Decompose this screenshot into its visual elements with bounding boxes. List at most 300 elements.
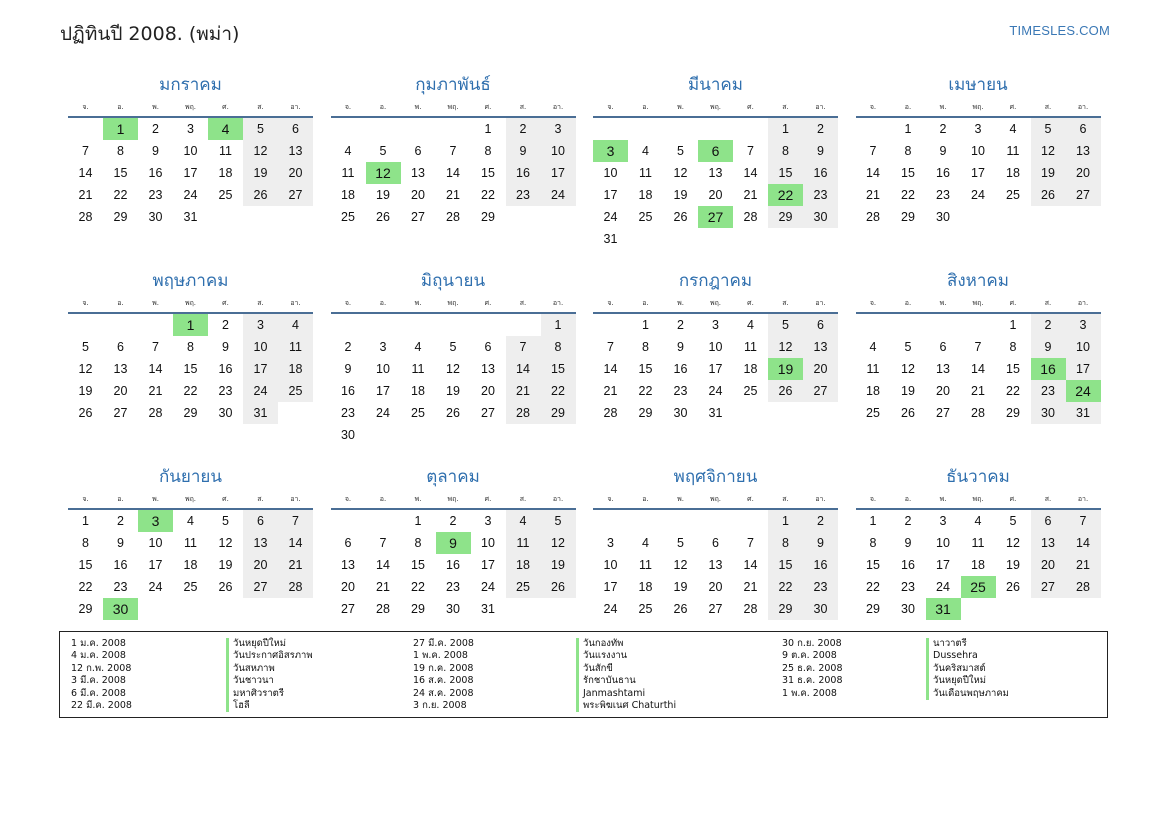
day-cell: 8 [642,340,649,354]
day-cell: 27 [278,184,313,206]
day-cell: 25 [743,384,758,398]
day-cell: 13 [341,558,355,572]
day-cell: 14 [866,166,880,180]
legend-holiday-name: วันสหภาพ [226,663,313,675]
weekday-label: ศ. [747,299,754,307]
weekday-label: ส. [257,495,264,503]
month-name: เมษายน [948,75,1008,95]
weekday-label: ส. [782,299,789,307]
day-cell: 6 [1066,118,1101,140]
empty-cell [331,118,366,140]
day-cell: 7 [82,144,89,158]
legend-date: 31 ธ.ค. 2008 [782,675,843,687]
empty-cell [663,118,698,140]
month-name: มกราคม [159,75,222,95]
day-cell: 24 [243,380,278,402]
day-cell: 19 [376,188,390,202]
empty-cell [471,314,506,336]
weekday-header [593,100,838,118]
day-cell: 8 [768,532,803,554]
weekday-label: พฤ. [972,103,984,111]
day-cell: 1 [1009,318,1017,332]
legend-names-col-1 [226,638,313,712]
weekday-label: ส. [519,103,527,111]
days-grid [68,118,313,228]
legend-date: 24 ส.ค. 2008 [413,687,474,699]
days-grid [68,314,313,424]
day-cell: 26 [218,580,233,594]
day-cell: 5 [243,118,278,140]
site-link[interactable]: TIMESLES.COM [1009,23,1110,38]
day-cell: 14 [78,166,93,180]
holiday-day: 1 [103,118,138,140]
weekday-label: ศ. [1009,103,1017,111]
day-cell: 24 [541,184,576,206]
day-cell: 28 [78,210,93,224]
day-cell: 4 [414,340,422,354]
weekday-label: พ. [152,299,159,307]
day-cell: 8 [414,536,422,550]
day-cell: 27 [803,380,838,402]
day-cell: 3 [484,514,492,528]
month-name: มีนาคม [688,75,743,95]
day-cell: 10 [148,536,163,550]
day-cell: 14 [506,358,541,380]
weekday-header [856,296,1101,314]
day-cell: 30 [901,602,915,616]
day-cell: 30 [803,598,838,620]
day-cell: 3 [541,118,576,140]
weekday-label: พ. [152,495,159,503]
day-cell: 1 [82,514,89,528]
legend-names-col-3 [926,638,1009,700]
day-cell: 18 [183,558,198,572]
legend-holiday-name: วันคริสมาสต์ [926,663,1009,675]
weekday-label: พฤ. [972,495,984,503]
day-cell: 17 [243,358,278,380]
legend-dates-col-1 [71,638,132,712]
day-cell: 28 [866,210,880,224]
empty-cell [68,314,103,336]
day-cell: 6 [803,314,838,336]
day-cell: 20 [243,554,278,576]
empty-cell [401,314,436,336]
legend-dates-col-3 [782,638,843,700]
day-cell: 21 [78,188,93,202]
holiday-day: 3 [138,510,173,532]
weekday-header [856,492,1101,510]
day-cell: 27 [113,406,128,420]
legend-holiday-name: รักชาบันธาน [576,675,676,687]
month-name: ตุลาคม [426,467,480,487]
day-cell: 17 [376,384,390,398]
weekday-header [331,100,576,118]
day-cell: 2 [803,118,838,140]
empty-cell [961,314,996,336]
day-cell: 31 [603,232,618,246]
legend-date: 1 พ.ค. 2008 [782,687,837,699]
empty-cell [593,510,628,532]
day-cell: 27 [1031,576,1066,598]
day-cell: 18 [638,580,653,594]
day-cell: 10 [603,166,618,180]
day-cell: 28 [278,576,313,598]
day-cell: 8 [541,336,576,358]
day-cell: 7 [974,340,982,354]
page-title: ปฏิทินปี 2008. (พม่า) [60,23,240,45]
day-cell: 20 [708,580,723,594]
day-cell: 23 [803,576,838,598]
day-cell: 15 [541,358,576,380]
day-cell: 28 [1066,576,1101,598]
day-cell: 6 [414,144,422,158]
day-cell: 16 [506,162,541,184]
day-cell: 11 [639,558,652,572]
day-cell: 28 [148,406,163,420]
weekday-label: อา. [815,495,826,503]
day-cell: 11 [411,362,425,376]
day-cell: 3 [607,536,614,550]
day-cell: 10 [708,340,723,354]
holiday-day: 16 [1031,358,1066,380]
day-cell: 13 [803,336,838,358]
day-cell: 7 [152,340,159,354]
legend-holiday-name: มหาศิวราตรี [226,688,313,700]
day-cell: 21 [743,580,758,594]
day-cell: 2 [803,510,838,532]
legend-holiday-name: วันประกาศอิสรภาพ [226,650,313,662]
weekday-label: พฤ. [447,495,459,503]
month-name: กรกฎาคม [678,271,753,291]
weekday-label: ส. [257,103,264,111]
weekday-label: พฤ. [184,103,197,111]
day-cell: 15 [866,558,880,572]
weekday-label: อ. [904,103,912,111]
day-cell: 25 [506,576,541,598]
day-cell: 17 [971,166,985,180]
day-cell: 15 [78,558,93,572]
holiday-day: 30 [103,598,138,620]
day-cell: 5 [82,340,89,354]
day-cell: 31 [481,602,495,616]
weekday-label: อ. [379,495,387,503]
month-name: พฤษภาคม [152,271,229,291]
holiday-day: 9 [436,532,471,554]
day-cell: 2 [904,514,912,528]
day-cell: 7 [747,144,754,158]
day-cell: 4 [642,144,649,158]
day-cell: 21 [506,380,541,402]
day-cell: 23 [341,406,355,420]
empty-cell [926,314,961,336]
day-cell: 12 [901,362,915,376]
day-cell: 24 [481,580,495,594]
day-cell: 5 [449,340,457,354]
month-block [593,72,838,268]
day-cell: 7 [607,340,614,354]
day-cell: 6 [243,510,278,532]
day-cell: 6 [344,536,352,550]
day-cell: 7 [1066,510,1101,532]
day-cell: 22 [78,580,93,594]
day-cell: 20 [708,188,723,202]
day-cell: 31 [243,402,278,424]
legend-date: 16 ส.ค. 2008 [413,675,474,687]
day-cell: 2 [449,514,457,528]
day-cell: 9 [904,536,912,550]
legend-holiday-name: วันหยุดปีใหม่ [226,638,313,650]
day-cell: 23 [446,580,460,594]
empty-cell [856,118,891,140]
weekday-label: จ. [82,103,89,111]
day-cell: 12 [541,532,576,554]
month-name: สิงหาคม [946,271,1009,291]
day-cell: 9 [117,536,124,550]
day-cell: 25 [1006,188,1020,202]
weekday-label: พ. [414,103,422,111]
month-name: ธันวาคม [946,467,1010,487]
day-cell: 29 [901,210,915,224]
weekday-label: จ. [607,495,614,503]
day-cell: 22 [638,384,653,398]
day-cell: 15 [113,166,128,180]
day-cell: 3 [1066,314,1101,336]
weekday-label: จ. [607,299,614,307]
day-cell: 15 [768,162,803,184]
day-cell: 5 [222,514,229,528]
day-cell: 26 [768,380,803,402]
day-cell: 28 [603,406,618,420]
weekday-label: พฤ. [709,103,722,111]
day-cell: 29 [183,406,198,420]
weekday-label: จ. [869,495,877,503]
weekday-label: อ. [117,299,124,307]
day-cell: 22 [901,188,915,202]
day-cell: 14 [603,362,618,376]
weekday-label: ศ. [484,495,492,503]
day-cell: 14 [743,558,758,572]
legend-date: 27 มี.ค. 2008 [413,638,474,649]
empty-cell [891,314,926,336]
day-cell: 4 [747,318,754,332]
weekday-header [68,100,313,118]
day-cell: 1 [768,118,803,140]
day-cell: 5 [677,536,684,550]
day-cell: 30 [803,206,838,228]
day-cell: 8 [768,140,803,162]
empty-cell [331,314,366,336]
day-cell: 11 [866,362,880,376]
months-grid [68,72,1108,660]
day-cell: 12 [673,166,688,180]
day-cell: 1 [484,122,492,136]
day-cell: 11 [278,336,313,358]
legend-date: 30 ก.ย. 2008 [782,638,842,649]
weekday-label: จ. [344,495,352,503]
month-name: กุมภาพันธ์ [415,75,491,95]
day-cell: 24 [183,188,198,202]
day-cell: 17 [481,558,495,572]
weekday-label: อ. [642,299,649,307]
legend-holiday-name: วันชาวนา [226,675,313,687]
weekday-label: พ. [414,299,422,307]
weekday-label: พ. [939,103,947,111]
day-cell: 19 [446,384,460,398]
day-cell: 12 [218,536,233,550]
day-cell: 23 [673,384,688,398]
weekday-header [331,296,576,314]
day-cell: 15 [411,558,425,572]
weekday-label: จ. [344,103,352,111]
day-cell: 30 [1031,402,1066,424]
day-cell: 3 [187,122,194,136]
month-block [68,72,313,268]
day-cell: 15 [901,166,915,180]
holiday-day: 31 [926,598,961,620]
day-cell: 27 [936,406,950,420]
day-cell: 11 [971,536,985,550]
day-cell: 24 [603,210,618,224]
day-cell: 30 [341,428,355,442]
day-cell: 18 [278,358,313,380]
day-cell: 19 [673,188,688,202]
day-cell: 8 [82,536,89,550]
holiday-day: 4 [208,118,243,140]
day-cell: 22 [768,576,803,598]
empty-cell [733,118,768,140]
day-cell: 10 [936,536,950,550]
day-cell: 5 [768,314,803,336]
day-cell: 24 [708,384,723,398]
legend-date: 6 มี.ค. 2008 [71,687,126,699]
day-cell: 4 [278,314,313,336]
day-cell: 5 [1031,118,1066,140]
day-cell: 18 [638,188,653,202]
day-cell: 14 [148,362,163,376]
empty-cell [663,510,698,532]
day-cell: 10 [541,140,576,162]
month-block [593,268,838,464]
day-cell: 26 [78,406,93,420]
weekday-label: ศ. [222,495,229,503]
weekday-label: พ. [939,299,947,307]
day-cell: 20 [411,188,425,202]
empty-cell [436,314,471,336]
day-cell: 4 [642,536,649,550]
days-grid [593,118,838,250]
month-name: กันยายน [158,467,222,487]
day-cell: 23 [218,384,233,398]
day-cell: 8 [869,536,877,550]
day-cell: 25 [638,210,653,224]
day-cell: 20 [278,162,313,184]
day-cell: 3 [939,514,947,528]
day-cell: 29 [768,206,803,228]
holiday-legend [59,631,1108,718]
empty-cell [436,118,471,140]
day-cell: 8 [117,144,124,158]
day-cell: 20 [481,384,495,398]
empty-cell [366,118,401,140]
weekday-label: พ. [414,495,422,503]
day-cell: 17 [1066,358,1101,380]
day-cell: 12 [768,336,803,358]
day-cell: 24 [971,188,985,202]
day-cell: 8 [484,144,492,158]
day-cell: 13 [936,362,950,376]
day-cell: 28 [506,402,541,424]
legend-holiday-name: วันกองทัพ [576,638,676,650]
day-cell: 1 [642,318,649,332]
day-cell: 6 [117,340,124,354]
weekday-label: ศ. [222,299,229,307]
holiday-day: 3 [593,140,628,162]
day-cell: 29 [1006,406,1020,420]
day-cell: 12 [1031,140,1066,162]
empty-cell [628,118,663,140]
day-cell: 16 [446,558,460,572]
weekday-label: อา. [290,103,301,111]
day-cell: 29 [78,602,93,616]
empty-cell [138,314,173,336]
day-cell: 9 [939,144,947,158]
empty-cell [698,510,733,532]
weekday-label: จ. [82,495,89,503]
legend-holiday-name: วันเดือนพฤษภาคม [926,688,1009,700]
day-cell: 30 [218,406,233,420]
empty-cell [103,314,138,336]
day-cell: 9 [677,340,684,354]
day-cell: 25 [638,602,653,616]
empty-cell [68,118,103,140]
day-cell: 17 [603,580,618,594]
day-cell: 20 [1031,554,1066,576]
month-name: มิถุนายน [420,271,486,291]
day-cell: 26 [673,602,688,616]
day-cell: 17 [936,558,950,572]
empty-cell [506,314,541,336]
days-grid [593,314,838,424]
legend-holiday-name: นาวาตรี [926,638,1009,650]
day-cell: 23 [113,580,128,594]
day-cell: 10 [243,336,278,358]
day-cell: 1 [904,122,912,136]
day-cell: 23 [1031,380,1066,402]
day-cell: 1 [541,314,576,336]
day-cell: 5 [1009,514,1017,528]
holiday-day: 24 [1066,380,1101,402]
day-cell: 26 [901,406,915,420]
day-cell: 2 [1031,314,1066,336]
day-cell: 24 [148,580,163,594]
day-cell: 19 [78,384,93,398]
day-cell: 14 [376,558,390,572]
day-cell: 23 [506,184,541,206]
day-cell: 26 [673,210,688,224]
day-cell: 19 [673,580,688,594]
weekday-label: ศ. [747,495,754,503]
day-cell: 6 [712,536,719,550]
day-cell: 9 [344,362,352,376]
day-cell: 28 [446,210,460,224]
day-cell: 2 [222,318,229,332]
day-cell: 21 [971,384,985,398]
day-cell: 11 [341,166,355,180]
weekday-label: พ. [152,103,159,111]
day-cell: 13 [411,166,425,180]
day-cell: 13 [708,166,723,180]
day-cell: 16 [148,166,163,180]
